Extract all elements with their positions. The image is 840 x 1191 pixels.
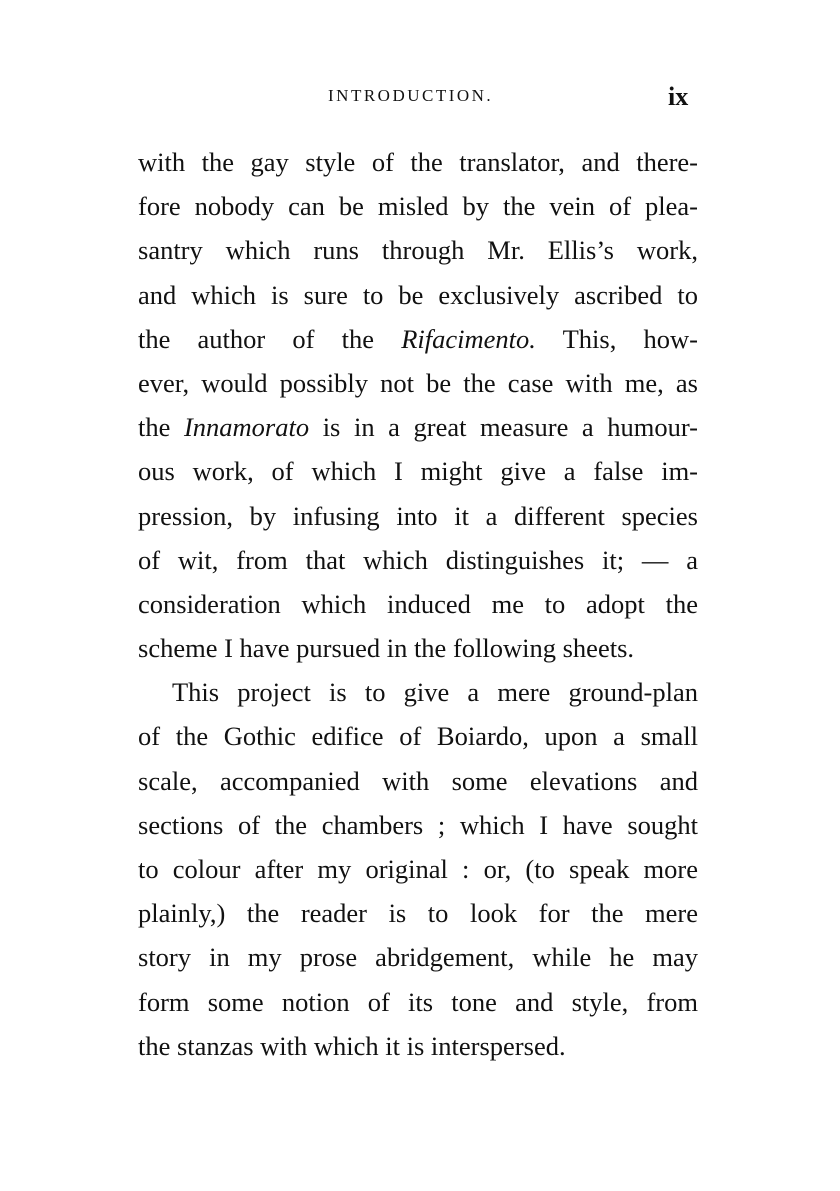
text-run: the stanzas with which it is interspersed.	[138, 1030, 566, 1061]
text-line	[138, 980, 698, 1024]
text-run: with the gay style of the translator, and there-	[138, 147, 698, 177]
text-run: is in a great measure a humour-	[309, 412, 699, 443]
paragraph	[138, 670, 698, 1068]
text-run: ous work, of which I might give a false im-	[138, 456, 698, 487]
text-line	[138, 759, 698, 803]
text-run: form some notion of its tone and style, from	[138, 986, 698, 1017]
text-line	[138, 140, 698, 184]
text-run: pression, by infusing into it a different species	[138, 500, 698, 531]
page-number: ix	[668, 82, 689, 111]
text-run: This, how-	[535, 323, 698, 354]
text-line	[138, 228, 698, 272]
text-line	[138, 1024, 698, 1068]
text-run: ever, would possibly not be the case with me, as	[138, 367, 698, 398]
text-line	[138, 273, 698, 317]
text-line	[138, 494, 698, 538]
text-line	[138, 538, 698, 582]
text-run: fore nobody can be misled by the vein of plea-	[138, 191, 698, 222]
text-run: This project is to give a mere ground-plan	[172, 677, 698, 708]
text-line	[138, 361, 698, 405]
text-run: of the Gothic edifice of Boiardo, upon a small	[138, 721, 698, 752]
text-line	[138, 449, 698, 493]
text-run: story in my prose abridgement, while he may	[138, 942, 698, 973]
text-line	[138, 891, 698, 935]
paragraph	[138, 140, 698, 670]
text-line	[138, 935, 698, 979]
text-run: consideration which induced me to adopt the	[138, 588, 698, 619]
text-line	[138, 405, 698, 449]
text-line	[138, 714, 698, 758]
text-run: sections of the chambers ; which I have sought	[138, 809, 698, 840]
text-run: to colour after my original : or, (to speak more	[138, 854, 698, 884]
text-run: plainly,) the reader is to look for the mere	[138, 898, 698, 929]
body-text	[138, 140, 698, 1068]
running-head	[0, 82, 840, 112]
text-run: the	[138, 412, 184, 443]
italic-title: Innamorato	[183, 412, 310, 443]
text-run: of wit, from that which distinguishes it; — a	[138, 544, 698, 575]
text-line	[138, 582, 698, 626]
text-run: the author of the	[138, 323, 402, 354]
italic-title: Rifacimento.	[401, 323, 536, 354]
running-title: INTRODUCTION.	[328, 86, 494, 105]
text-line	[138, 847, 698, 891]
text-line	[138, 626, 698, 670]
text-run: scheme I have pursued in the following sheets.	[138, 633, 635, 664]
text-run: and which is sure to be exclusively ascribed to	[138, 279, 698, 310]
text-run: santry which runs through Mr. Ellis’s work,	[138, 235, 698, 266]
text-line	[138, 670, 698, 714]
text-line	[138, 803, 698, 847]
text-line	[138, 317, 698, 361]
text-line	[138, 184, 698, 228]
text-run: scale, accompanied with some elevations and	[138, 765, 698, 796]
